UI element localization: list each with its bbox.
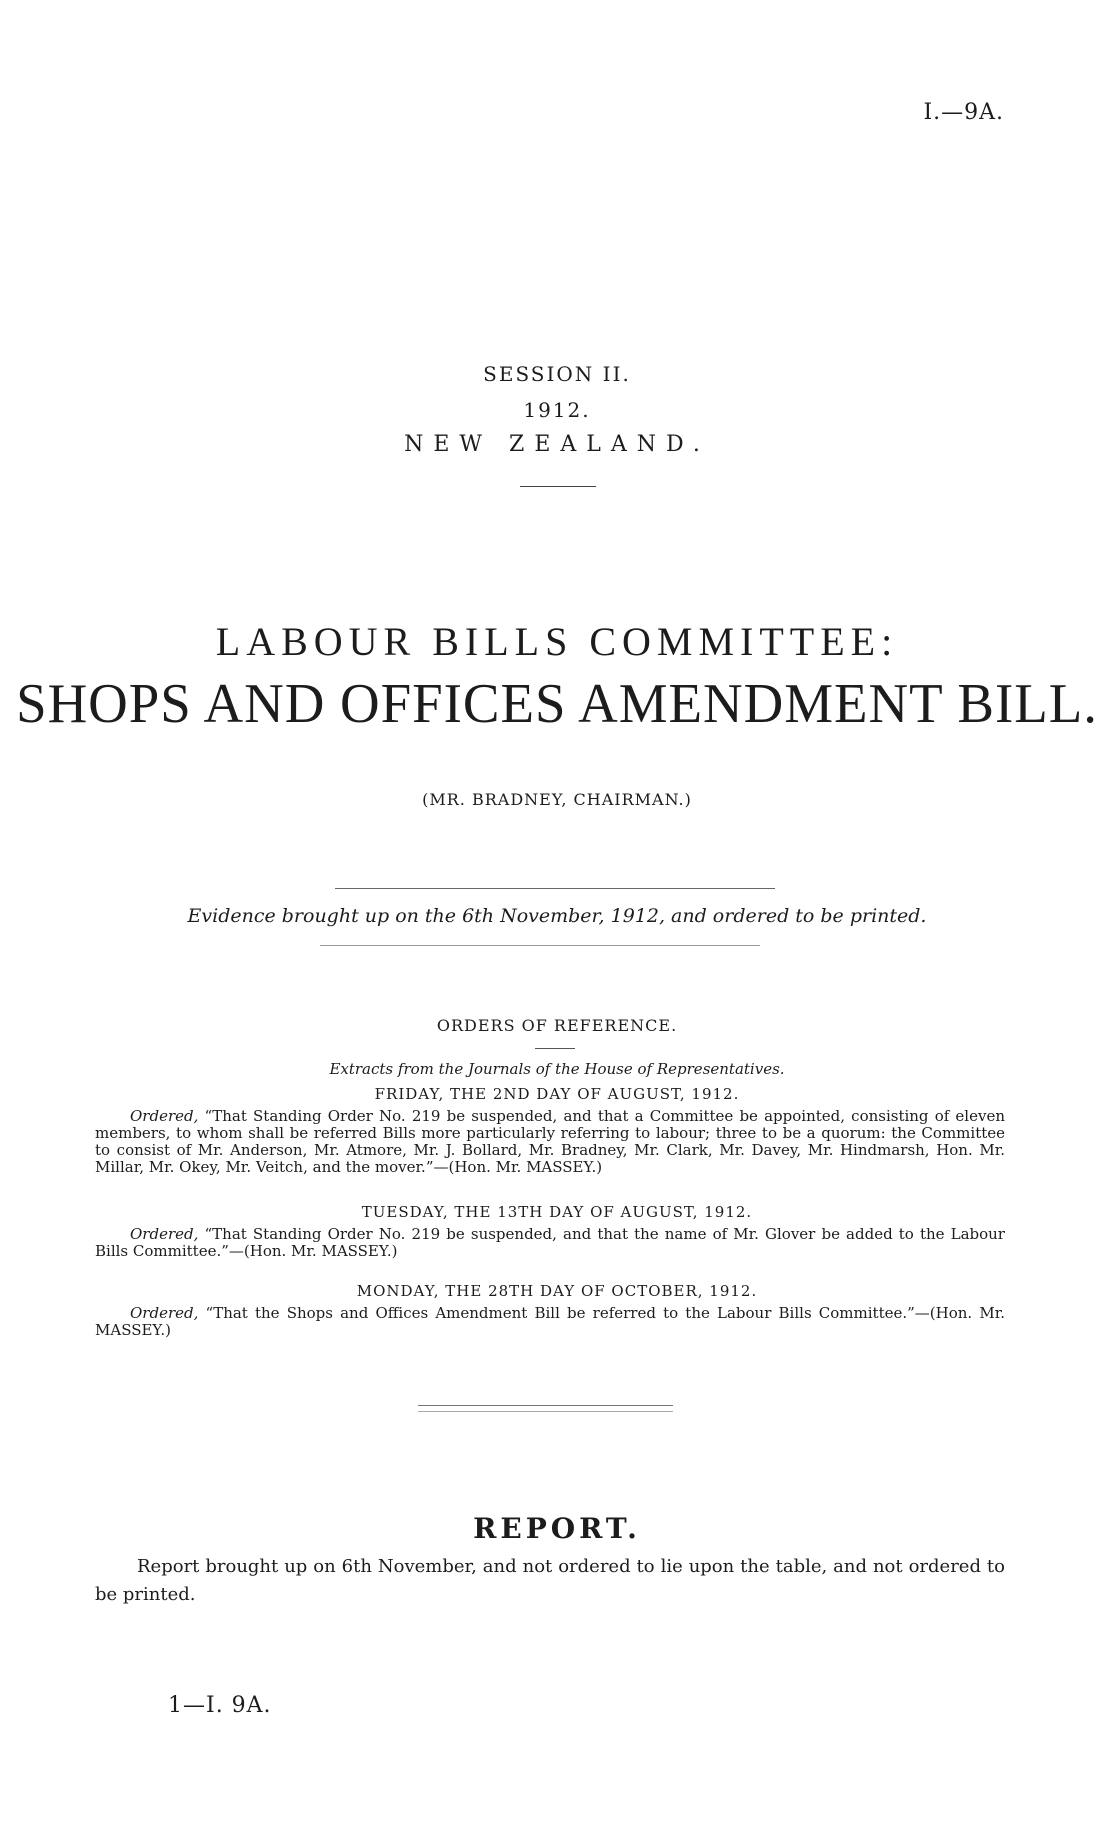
journal-extracts-line: Extracts from the Journals of the House of Representatives. [329, 1060, 785, 1078]
evidence-bottom-rule [320, 945, 760, 946]
report-heading: REPORT. [473, 1512, 641, 1545]
committee-title: LABOUR BILLS COMMITTEE: [215, 619, 899, 664]
order-text: “That Standing Order No. 219 be suspended, and that the name of Mr. Glover be added to the Labour Bills Committee.”—(Hon. Mr. MASSEY.) [95, 1225, 1005, 1260]
ordered-label: Ordered, [130, 1107, 199, 1125]
bill-title: SHOPS AND OFFICES AMENDMENT BILL. [16, 673, 1098, 735]
order-paragraph-1 [95, 1108, 1005, 1176]
ordered-label: Ordered, [130, 1225, 199, 1243]
order-text: “That the Shops and Offices Amendment Bill be referred to the Labour Bills Committee.”—(Hon. Mr. MASSEY.) [95, 1304, 1005, 1339]
order-paragraph-3 [95, 1305, 1005, 1339]
evidence-note: Evidence brought up on the 6th November, 1912, and ordered to be printed. [187, 905, 927, 927]
footer-reference: 1—I. 9A. [168, 1693, 272, 1718]
order-text: “That Standing Order No. 219 be suspended, and that a Committee be appointed, consisting of eleven members, to whom shall be referred Bills more particularly referring to labour; three to be a quorum: the Committee to consist of Mr. Anderson, Mr. Atmore, Mr. J. Bollard, Mr. Bradney, Mr. Clark, Mr. Davey, Mr. Hindmarsh, Hon. Mr. Millar, Mr. Okey, Mr. Veitch, and the mover.”—(Hon. Mr. MASSEY.) [95, 1107, 1005, 1176]
orders-divider [535, 1048, 575, 1049]
order-date-2: TUESDAY, THE 13TH DAY OF AUGUST, 1912. [361, 1203, 753, 1221]
evidence-top-rule [335, 888, 775, 889]
order-date-1: FRIDAY, THE 2ND DAY OF AUGUST, 1912. [374, 1085, 740, 1103]
section-divider-top [418, 1405, 673, 1406]
year-label: 1912. [523, 398, 591, 422]
ordered-label: Ordered, [130, 1304, 199, 1322]
orders-heading: ORDERS OF REFERENCE. [436, 1016, 678, 1035]
masthead-divider [520, 486, 596, 487]
order-paragraph-2 [95, 1226, 1005, 1260]
order-date-3: MONDAY, THE 28TH DAY OF OCTOBER, 1912. [356, 1282, 758, 1300]
country-label: NEW ZEALAND. [404, 432, 710, 457]
page-reference: I.—9A. [923, 100, 1004, 125]
session-label: SESSION II. [483, 362, 631, 386]
report-paragraph: Report brought up on 6th November, and not ordered to lie upon the table, and not ordered to be printed. [95, 1556, 1005, 1605]
chairman-line: (MR. BRADNEY, CHAIRMAN.) [422, 790, 692, 809]
section-divider-bottom [418, 1411, 673, 1412]
